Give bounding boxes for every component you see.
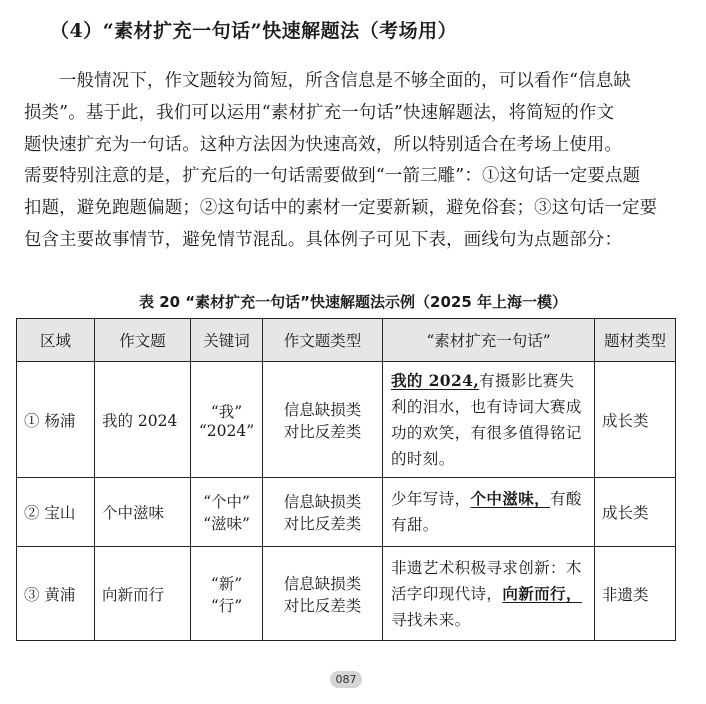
cell-region: ① 杨浦 [17, 362, 95, 478]
header-region: 区域 [17, 319, 95, 362]
table-row [17, 362, 676, 478]
type-label: 对比反差类 [283, 596, 362, 615]
sentence-pre: 非遗艺术积极寻求创新：木活字印现代诗， [391, 558, 582, 603]
header-sentence: “素材扩充一句话” [383, 319, 595, 362]
header-title: 作文题 [95, 319, 191, 362]
type-label: 对比反差类 [283, 515, 362, 533]
paragraph-line: 扣题，避免跑题偏题；②这句话中的素材一定要新颖，避免俗套；③这句话一定要 [24, 198, 658, 219]
type-label: 信息缺损类 [283, 493, 362, 511]
sentence-key-underlined: 向新而行， [502, 583, 582, 603]
cell-types [263, 362, 383, 478]
type-label: 信息缺损类 [283, 400, 362, 419]
type-label: 信息缺损类 [283, 574, 362, 593]
type-label: 对比反差类 [283, 422, 362, 441]
cell-category: 成长类 [595, 362, 676, 478]
cell-region: ③ 黄浦 [17, 547, 95, 641]
header-category: 题材类型 [595, 319, 676, 362]
table-row [17, 547, 676, 641]
cell-category: 非遗类 [595, 547, 676, 641]
paragraph-line: 包含主要故事情节，避免情节混乱。具体例子可见下表，画线句为点题部分： [24, 229, 623, 250]
table-header-row [17, 319, 676, 362]
cell-sentence [383, 362, 595, 478]
cell-title: 向新而行 [95, 547, 191, 641]
table-row [17, 478, 676, 547]
cell-types [263, 478, 383, 547]
cell-types [263, 547, 383, 641]
body-paragraph [24, 66, 684, 257]
sentence-post: 寻找未来。 [391, 610, 471, 629]
sentence-key-underlined: 个中滋味， [470, 489, 551, 508]
cell-title: 个中滋味 [95, 478, 191, 547]
cell-region: ② 宝山 [17, 478, 95, 547]
cell-keywords [191, 478, 263, 547]
cell-keywords [191, 362, 263, 478]
cell-sentence [383, 478, 595, 547]
page-number: 087 [330, 671, 362, 688]
keyword: “2024” [198, 421, 255, 440]
cell-keywords [191, 547, 263, 641]
table-caption: 表 20 “素材扩充一句话”快速解题法示例（2025 年上海一模） [138, 293, 567, 311]
header-keywords: 关键词 [191, 319, 263, 362]
keyword: “新” [210, 574, 243, 593]
keyword: “滋味” [203, 515, 250, 533]
keyword: “我” [210, 402, 243, 421]
sentence-pre: 少年写诗， [391, 490, 471, 508]
sentence-post: 有酸有甜。 [391, 490, 582, 534]
section-heading: （4）“素材扩充一句话”快速解题法（考场用） [50, 20, 458, 42]
cell-sentence [383, 547, 595, 641]
cell-category: 成长类 [595, 478, 676, 547]
paragraph-line: 题快速扩充为一句话。这种方法因为快速高效，所以特别适合在考场上使用。 [24, 134, 623, 155]
paragraph-line: 一般情况下，作文题较为简短，所含信息是不够全面的，可以看作“信息缺 [59, 71, 631, 91]
cell-title: 我的 2024 [95, 362, 191, 478]
sentence-key-underlined: 我的 2024, [391, 370, 480, 390]
paragraph-line: 需要特别注意的是，扩充后的一句话需要做到“一箭三雕”：①这句话一定要点题 [24, 166, 641, 187]
example-table [16, 318, 676, 641]
header-type: 作文题类型 [263, 319, 383, 362]
keyword: “行” [210, 596, 243, 615]
paragraph-line: 损类”。基于此，我们可以运用“素材扩充一句话”快速解题法，将简短的作文 [24, 102, 615, 123]
sentence-post: 有摄影比赛失利的泪水，也有诗词大赛成功的欢笑，有很多值得铭记的时刻。 [391, 371, 582, 468]
keyword: “个中” [203, 493, 250, 511]
